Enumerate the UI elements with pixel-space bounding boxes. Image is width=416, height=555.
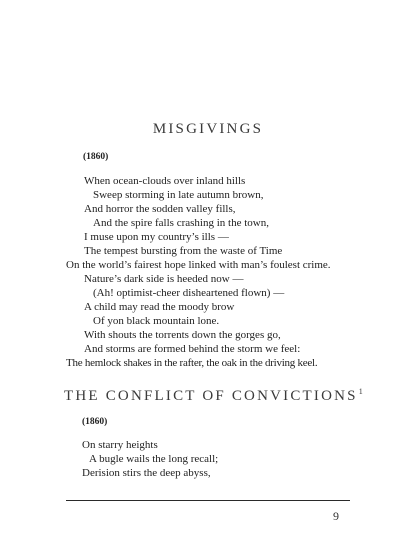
poem-date-misgivings: (1860) — [83, 152, 109, 162]
poem-line: With shouts the torrents down the gorges go, — [84, 329, 281, 341]
page-number: 9 — [333, 509, 339, 523]
poem-line: I muse upon my country’s ills — — [84, 231, 229, 243]
poem-line: On the world’s fairest hope linked with man’s foulest crime. — [66, 259, 331, 271]
poem-line: The hemlock shakes in the rafter, the oak in the driving keel. — [66, 357, 318, 369]
footer-rule — [66, 500, 350, 501]
poem-line: Nature’s dark side is heeded now — — [84, 273, 244, 285]
poem-line: And storms are formed behind the storm we feel: — [84, 343, 301, 355]
poem-line: Sweep storming in late autumn brown, — [93, 189, 264, 201]
poem-line: The tempest bursting from the waste of Time — [84, 245, 283, 257]
poem-line: On starry heights — [82, 439, 158, 451]
poem-line: And horror the sodden valley fills, — [84, 203, 236, 215]
poem-line: (Ah! optimist-cheer disheartened flown) — — [93, 287, 285, 299]
poem-line: A bugle wails the long recall; — [89, 453, 219, 465]
poem-title-misgivings: MISGIVINGS — [152, 121, 264, 137]
poem-line: Derision stirs the deep abyss, — [82, 467, 211, 479]
footnote-mark: 1 — [358, 387, 363, 396]
poem-title-conflict-of-convictions — [64, 387, 363, 405]
poem-line: And the spire falls crashing in the town, — [93, 217, 269, 229]
poem-title-text: THE CONFLICT OF CONVICTIONS — [64, 388, 358, 404]
poem-line: Of yon black mountain lone. — [93, 315, 220, 327]
poem-line: When ocean-clouds over inland hills — [84, 175, 246, 187]
poem-date-conflict-of-convictions: (1860) — [82, 417, 108, 427]
poem-line: A child may read the moody brow — [84, 301, 235, 313]
